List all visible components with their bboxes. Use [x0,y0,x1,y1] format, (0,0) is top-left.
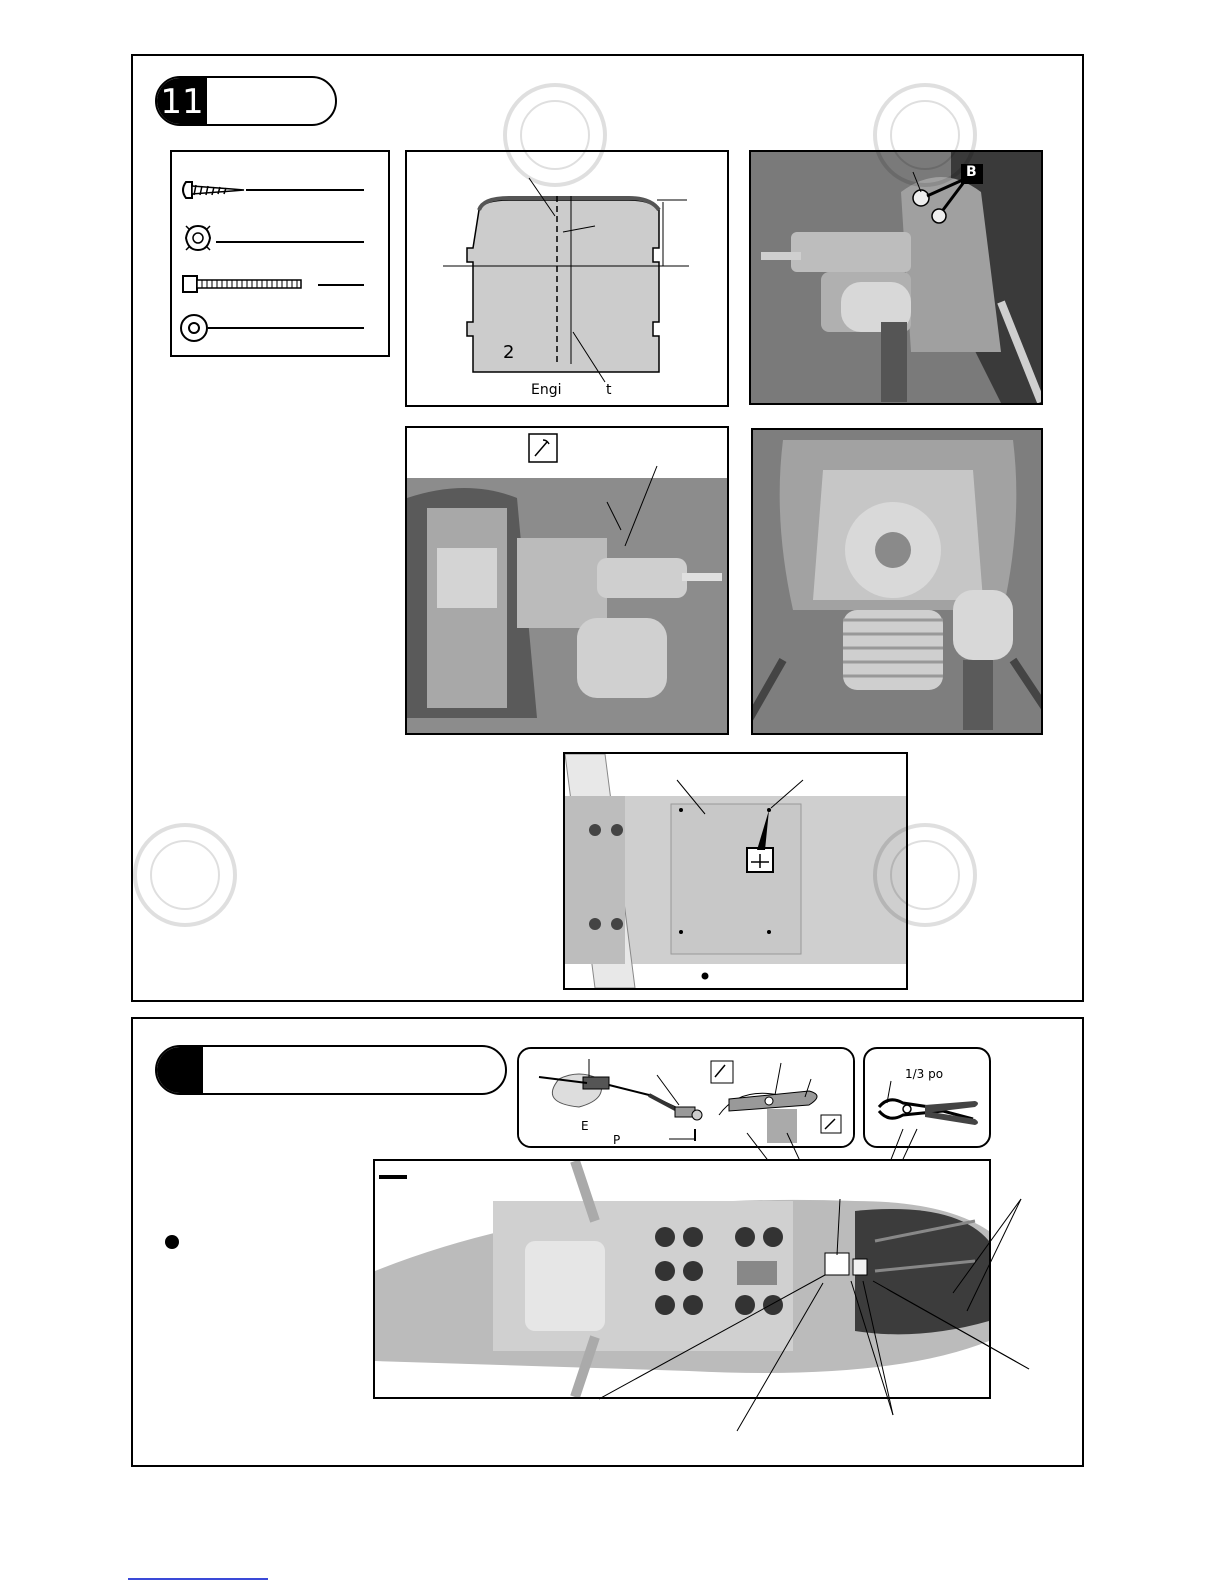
photo-engine-mounted-side-drawing [751,152,1041,403]
assembly-step-12-section [131,1017,1084,1467]
photo-fuselage-hatch-drawing [565,754,906,988]
glue-icon [529,434,557,462]
template-label-engine: Engi t [531,382,612,398]
washer-icon [181,315,207,341]
blind-nut-icon [186,226,210,250]
photo-callout-b: B [966,164,977,180]
machine-bolt-icon [183,276,301,292]
firewall-template-drawing [407,152,727,405]
wood-screw-icon [183,182,244,198]
photo-engine-side-left-drawing [407,428,727,733]
pliers-label: 1/3 po [905,1067,944,1081]
assembly-step-11-section [131,54,1084,1002]
photo-engine-side-left [405,426,729,735]
linkage-label-e: E [581,1119,589,1133]
hardware-parts-drawing [172,152,388,355]
firewall-template-diagram [405,150,729,407]
leader-lines-outer [133,1019,1082,1465]
hardware-parts-box [170,150,390,357]
step-number: 11 [157,78,207,124]
photo-engine-mounted-side [749,150,1043,405]
underline-link-stub [128,1578,268,1580]
photo-fuselage-hatch [563,752,908,990]
linkage-label-p: P [613,1133,621,1147]
photo-engine-front-drawing [753,430,1041,733]
step-header [155,76,337,126]
photo-engine-front [751,428,1043,735]
template-label-2: 2 [503,342,515,363]
